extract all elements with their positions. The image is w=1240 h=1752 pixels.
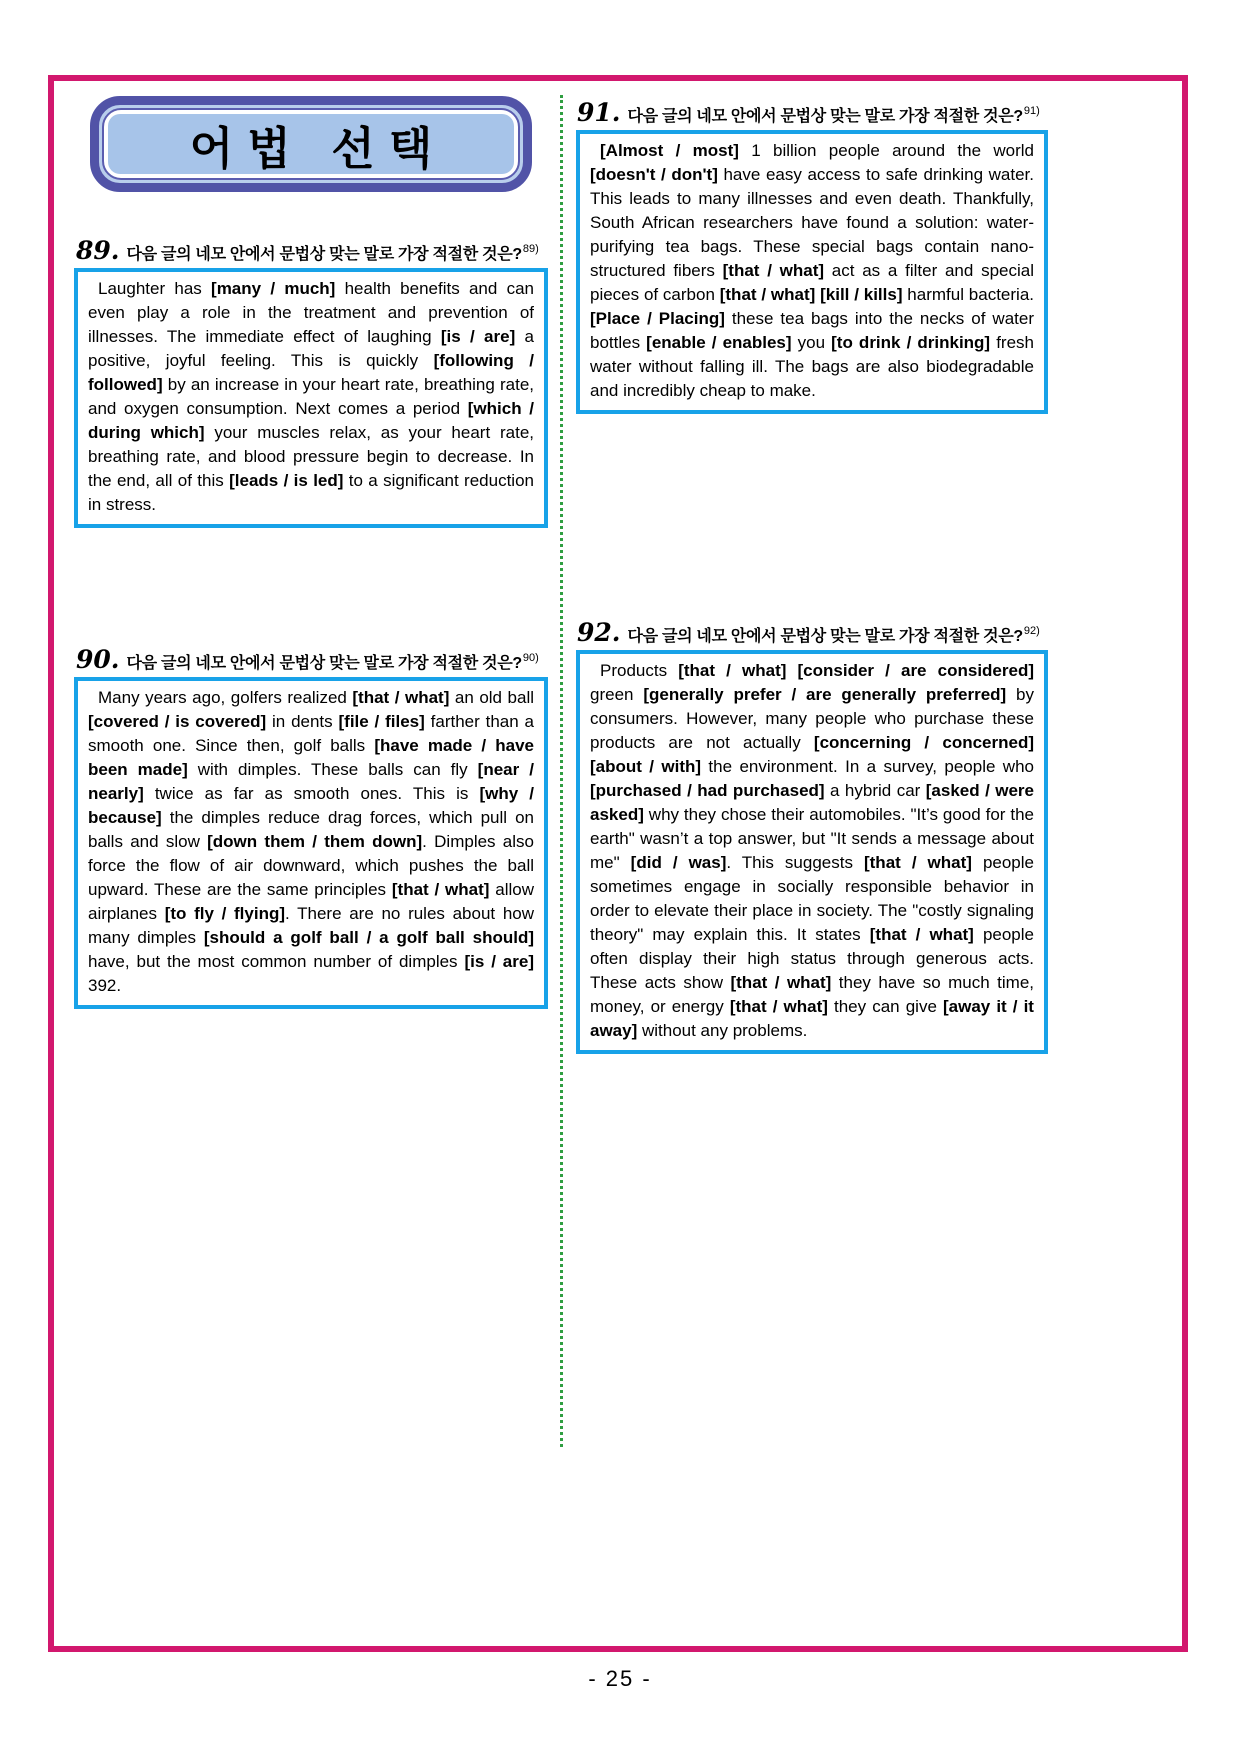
question-89-prompt: 다음 글의 네모 안에서 문법상 맞는 말로 가장 적절한 것은? (126, 246, 522, 263)
question-91-passage-box (576, 130, 1048, 414)
question-91-footnote-ref: 91) (1023, 105, 1040, 117)
question-92-number: 92. (577, 618, 621, 647)
question-92-prompt: 다음 글의 네모 안에서 문법상 맞는 말로 가장 적절한 것은? (627, 628, 1023, 645)
question-90-prompt: 다음 글의 네모 안에서 문법상 맞는 말로 가장 적절한 것은? (126, 655, 522, 672)
title-box (90, 96, 532, 192)
question-92-header (577, 618, 1040, 647)
question-90-passage-box (74, 677, 548, 1009)
column-divider (560, 95, 563, 1447)
question-89-passage-text: Laughter has [many / much] health benefits and can even play a role in the treatment and prevention of illnesses. The immediate effect of laughing [is / are] a positive, joyful feeling. This is quickly [following / followed] by an increase in your heart rate, breathing rate, and oxygen consumption. Next comes a period [which / during which] your muscles relax, as your heart rate, breathing rate, and blood pressure begin to decrease. In the end, all of this [leads / is led] to a significant reduction in stress. (88, 279, 534, 514)
question-89-header (76, 236, 539, 265)
question-91-header (577, 98, 1040, 127)
question-90-header (76, 645, 539, 674)
question-90-footnote-ref: 90) (522, 652, 539, 664)
question-90-passage-text: Many years ago, golfers realized [that / what] an old ball [covered / is covered] in dents [file / files] farther than a smooth one. Since then, golf balls [have made / have been made] with dimples. These balls can fly [near / nearly] twice as far as smooth ones. This is [why / because] the dimples reduce drag forces, which pull on balls and slow [down them / them down]. Dimples also force the flow of air downward, which pushes the ball upward. These are the same principles [that / what] allow airplanes [to fly / flying]. There are no rules about how many dimples [should a golf ball / a golf ball should] have, but the most common number of dimples [is / are] 392. (88, 688, 535, 995)
page-number: - 25 - (588, 1666, 652, 1691)
title-box-inner-ring (102, 108, 520, 180)
question-90-number: 90. (76, 645, 120, 674)
question-89-footnote-ref: 89) (522, 243, 539, 255)
question-89-number: 89. (76, 236, 120, 265)
question-92-footnote-ref: 92) (1023, 625, 1040, 637)
question-91-prompt: 다음 글의 네모 안에서 문법상 맞는 말로 가장 적절한 것은? (627, 108, 1023, 125)
question-89-passage-box (74, 268, 548, 528)
question-91-number: 91. (577, 98, 621, 127)
title-box-fill (108, 114, 514, 174)
question-91-passage-text: [Almost / most] 1 billion people around the world [doesn't / don't] have easy access to safe drinking water. This leads to many illnesses and even death. Thankfully, South African researchers have found a solution: water-purifying tea bags. These special bags contain nano-structured fibers [that / what] act as a filter and special pieces of carbon [that / what] [kill / kills] harmful bacteria. [Place / Placing] these tea bags into the necks of water bottles [enable / enables] you [to drink / drinking] fresh water without falling ill. The bags are also biodegradable and incredibly cheap to make. (590, 141, 1034, 400)
question-92-passage-text: Products [that / what] [consider / are considered] green [generally prefer / are generally preferred] by consumers. However, many people who purchase these products are not actually [concerning / concerned] [about / with] the environment. In a survey, people who [purchased / had purchased] a hybrid car [asked / were asked] why they chose their automobiles. "It’s good for the earth" wasn’t a top answer, but "It sends a message about me" [did / was]. This suggests [that / what] people sometimes engage in socially responsible behavior in order to elevate their place in society. The "costly signaling theory" may explain this. It states [that / what] people often display their high status through generous acts. These acts show [that / what] they have so much time, money, or energy [that / what] they can give [away it / it away] without any problems. (590, 661, 1035, 1040)
page-title: 어법 선택 (189, 122, 447, 174)
question-92-passage-box (576, 650, 1048, 1054)
